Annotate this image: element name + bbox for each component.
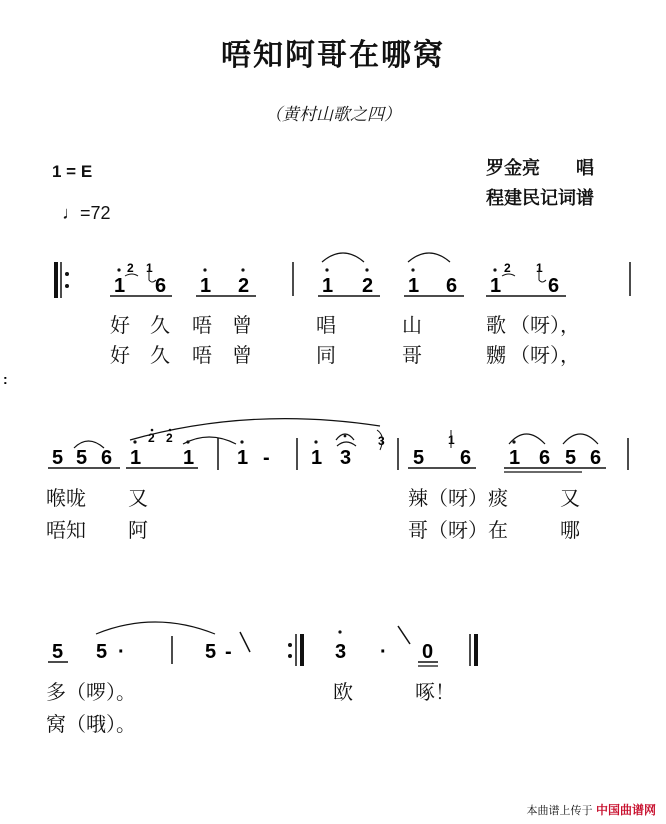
page-title: 唔知阿哥在哪窝 bbox=[221, 38, 445, 73]
svg-text:1: 1 bbox=[183, 447, 195, 469]
svg-text:-: - bbox=[225, 641, 232, 663]
lyric: 同 bbox=[316, 343, 336, 367]
lyric: 唔 bbox=[192, 343, 212, 367]
svg-text:·: · bbox=[118, 641, 125, 663]
lyric: （呀）， bbox=[510, 343, 580, 367]
lyric: 曾 bbox=[232, 343, 252, 367]
staff-3 bbox=[48, 622, 478, 666]
svg-text:6: 6 bbox=[539, 447, 551, 469]
note: 1 bbox=[322, 275, 334, 297]
lyric: 山 bbox=[402, 313, 422, 337]
repeat-dot bbox=[65, 284, 69, 288]
note: 6 bbox=[155, 275, 167, 297]
grace-note: 1 bbox=[146, 261, 153, 275]
svg-text:1: 1 bbox=[130, 447, 142, 469]
lyric: 窝（哦）。 bbox=[46, 712, 136, 736]
footer bbox=[526, 801, 656, 818]
svg-text:3: 3 bbox=[378, 434, 385, 448]
lyric: 阿 bbox=[128, 518, 148, 542]
tie bbox=[96, 622, 215, 634]
lyric: （呀）， bbox=[510, 313, 580, 337]
grace-note: 1 bbox=[536, 261, 543, 275]
lyric: 多（啰）。 bbox=[46, 680, 136, 704]
site-logo[interactable]: 中国曲谱网 bbox=[595, 803, 656, 817]
repeat-dot bbox=[65, 272, 69, 276]
svg-text:2: 2 bbox=[166, 431, 173, 445]
svg-text:0: 0 bbox=[422, 641, 434, 663]
repeat-end-thick-bar bbox=[300, 634, 304, 666]
lyric: 歌 bbox=[486, 313, 506, 337]
svg-text:6: 6 bbox=[101, 447, 113, 469]
svg-text:5: 5 bbox=[96, 641, 108, 663]
final-bar bbox=[474, 634, 478, 666]
svg-text:6: 6 bbox=[460, 447, 472, 469]
repeat-start-thick-bar bbox=[54, 262, 58, 298]
lyric: 好 bbox=[110, 343, 130, 367]
note: 6 bbox=[548, 275, 560, 297]
breath-mark: : bbox=[3, 371, 8, 387]
note: 6 bbox=[446, 275, 458, 297]
lyric: 又 bbox=[128, 486, 148, 510]
lyric: 哪 bbox=[560, 518, 580, 542]
svg-text:5: 5 bbox=[565, 447, 577, 469]
svg-text:1: 1 bbox=[311, 447, 323, 469]
svg-text:5: 5 bbox=[205, 641, 217, 663]
svg-text:1: 1 bbox=[237, 447, 249, 469]
lyric: 唔知 bbox=[46, 518, 86, 542]
svg-text:5: 5 bbox=[52, 447, 64, 469]
note: 1 bbox=[490, 275, 502, 297]
svg-text:3: 3 bbox=[340, 447, 352, 469]
note: 1 bbox=[408, 275, 420, 297]
slur bbox=[408, 253, 450, 262]
transcriber-credit: 程建民记词谱 bbox=[486, 188, 594, 209]
lyric: 久 bbox=[150, 313, 170, 337]
svg-text:2: 2 bbox=[148, 431, 155, 445]
staff-1 bbox=[54, 253, 630, 298]
note: 2 bbox=[238, 275, 250, 297]
tempo-marking: ♩=72 bbox=[62, 203, 111, 223]
svg-text:-: - bbox=[263, 447, 270, 469]
lyric: 唔 bbox=[192, 313, 212, 337]
lyric: 曾 bbox=[232, 313, 252, 337]
note: 1 bbox=[114, 275, 126, 297]
lyric: 啄！ bbox=[415, 680, 455, 704]
svg-text:5: 5 bbox=[76, 447, 88, 469]
singer-credit: 罗金亮 唱 bbox=[486, 158, 594, 179]
lyric: 好 bbox=[110, 313, 130, 337]
svg-text:5: 5 bbox=[52, 641, 64, 663]
svg-text:·: · bbox=[380, 641, 387, 663]
svg-text:6: 6 bbox=[590, 447, 602, 469]
lyric: 嬲 bbox=[486, 343, 506, 367]
grace-note: 2 bbox=[504, 261, 511, 275]
lyric: 辣（呀）痰 bbox=[408, 486, 508, 510]
lyric: 久 bbox=[150, 343, 170, 367]
subtitle: （黄村山歌之四） bbox=[265, 105, 401, 125]
lyric: 唱 bbox=[316, 313, 336, 337]
staff-2 bbox=[3, 371, 628, 472]
note: 1 bbox=[200, 275, 212, 297]
footer-text: 本曲谱上传于 bbox=[526, 804, 593, 817]
svg-text:3: 3 bbox=[335, 641, 347, 663]
slur bbox=[322, 253, 364, 262]
lyric: 哥 bbox=[402, 343, 422, 367]
svg-text:1: 1 bbox=[509, 447, 521, 469]
lyric: 哥（呀）在 bbox=[408, 518, 508, 542]
svg-text:1: 1 bbox=[448, 433, 455, 447]
lyric: 喉咙 bbox=[46, 486, 86, 510]
svg-text:5: 5 bbox=[413, 447, 425, 469]
key-signature: 1 = E bbox=[52, 162, 93, 181]
grace-note: 2 bbox=[127, 261, 134, 275]
lyric: 欧 bbox=[333, 680, 353, 704]
lyric: 又 bbox=[560, 486, 580, 510]
note: 2 bbox=[362, 275, 374, 297]
